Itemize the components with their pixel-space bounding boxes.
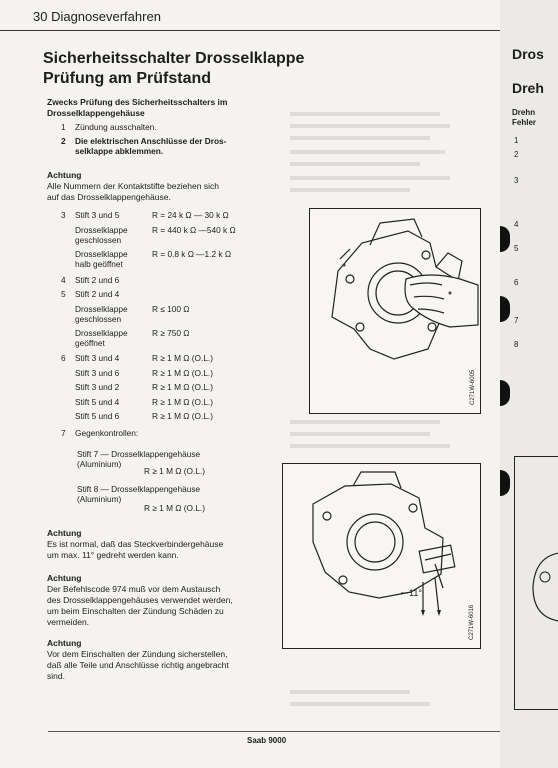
check-text: Stift 8 — Drosselklappengehäuse (Aluminium) bbox=[77, 484, 201, 504]
angle-label: 11° bbox=[409, 588, 422, 598]
binding-hole bbox=[500, 226, 510, 252]
resistance-value: R ≥ 1 M Ω (O.L.) bbox=[152, 353, 214, 363]
binding-hole bbox=[500, 470, 510, 496]
note-heading: Achtung bbox=[47, 573, 82, 583]
page-header: 30 Diagnoseverfahren bbox=[33, 9, 161, 24]
note-4 bbox=[47, 638, 287, 682]
figure-code: C271W-6005 bbox=[470, 369, 476, 405]
throttle-state: Drosselklappe geöffnet bbox=[75, 328, 128, 348]
adjacent-page-edge bbox=[500, 0, 558, 768]
intro-line-2: Drosselklappengehäuse bbox=[47, 108, 145, 118]
bleed-number: 2 bbox=[514, 150, 519, 159]
bleed-number: 3 bbox=[514, 176, 519, 185]
resistance-value: R ≥ 1 M Ω (O.L.) bbox=[152, 368, 214, 378]
throttle-state: Drosselklappe geschlossen bbox=[75, 225, 128, 245]
step-number: 5 bbox=[61, 289, 66, 299]
note-line-1: Der Befehlscode 974 muß vor dem Austausch bbox=[47, 584, 221, 594]
note-line-2: um max. 11° gedreht werden kann. bbox=[47, 550, 179, 560]
bleed-text-1: Drehn bbox=[512, 108, 536, 117]
pin-label: Stift 3 und 6 bbox=[75, 368, 120, 378]
step-number: 2 bbox=[61, 136, 66, 146]
pin-label: Stift 5 und 6 bbox=[75, 411, 120, 421]
resistance-value: R ≥ 1 M Ω (O.L.) bbox=[152, 397, 214, 407]
throttle-state: Drosselklappe geschlossen bbox=[75, 304, 128, 324]
bleed-number: 6 bbox=[514, 278, 519, 287]
resistance-value: R ≥ 1 M Ω (O.L.) bbox=[144, 466, 206, 476]
resistance-value: R = 440 k Ω —540 k Ω bbox=[152, 225, 236, 235]
throttle-state: Drosselklappe halb geöffnet bbox=[75, 249, 128, 269]
note-line-2: auf das Drosselklappengehäuse. bbox=[47, 192, 171, 202]
note-line-1: Vor dem Einschalten der Zündung sicherstellen, bbox=[47, 649, 228, 659]
bleed-number: 7 bbox=[514, 316, 519, 325]
binding-hole bbox=[500, 296, 510, 322]
binding-hole bbox=[500, 380, 510, 406]
figure-code: C271W-6016 bbox=[469, 604, 475, 640]
bleed-figure-frame bbox=[514, 456, 558, 710]
step-number: 4 bbox=[61, 275, 66, 285]
title-line-2: Prüfung am Prüfstand bbox=[43, 70, 212, 87]
step-text-line-1: Die elektrischen Anschlüsse der Dros- bbox=[75, 136, 227, 146]
note-heading: Achtung bbox=[47, 170, 82, 180]
step-number: 1 bbox=[61, 122, 66, 132]
pin-label: Stift 3 und 2 bbox=[75, 382, 120, 392]
bleed-number: 4 bbox=[514, 220, 519, 229]
resistance-value: R = 0.8 k Ω —1.2 k Ω bbox=[152, 249, 232, 259]
resistance-value: R ≥ 1 M Ω (O.L.) bbox=[152, 411, 214, 421]
step-number: 7 bbox=[61, 428, 66, 438]
title-line-1: Sicherheitsschalter Drosselklappe bbox=[43, 50, 305, 67]
resistance-value: R ≤ 100 Ω bbox=[152, 304, 190, 314]
note-heading: Achtung bbox=[47, 528, 82, 538]
resistance-value: R ≥ 1 M Ω (O.L.) bbox=[152, 382, 214, 392]
note-line-2: des Drosselklappengehäuses verwendet werden, bbox=[47, 595, 233, 605]
pin-label: Stift 3 und 5 bbox=[75, 210, 120, 220]
note-line-1: Es ist normal, daß das Steckverbindergehäuse bbox=[47, 539, 224, 549]
step-text: Zündung ausschalten. bbox=[75, 122, 157, 132]
figure-throttle-hand bbox=[309, 208, 481, 414]
resistance-value: R ≥ 1 M Ω (O.L.) bbox=[144, 503, 206, 513]
note-line-2: daß alle Teile und Anschlüsse richtig angebracht bbox=[47, 660, 229, 670]
note-1 bbox=[47, 170, 219, 203]
pin-label: Stift 5 und 4 bbox=[75, 397, 120, 407]
throttle-body-connector-illustration bbox=[283, 464, 480, 648]
figure-connector-angle bbox=[282, 463, 481, 649]
note-line-4: vermeiden. bbox=[47, 617, 90, 627]
note-line-3: um beim Einschalten der Zündung Schäden zu bbox=[47, 606, 224, 616]
note-heading: Achtung bbox=[47, 638, 82, 648]
section-title bbox=[43, 49, 304, 89]
note-line-1: Alle Nummern der Kontaktstifte beziehen sich bbox=[47, 181, 219, 191]
note-3 bbox=[47, 573, 287, 628]
pin-label: Stift 2 und 4 bbox=[75, 289, 120, 299]
bleed-text-2: Fehler bbox=[512, 118, 537, 127]
resistance-value: R = 24 k Ω — 30 k Ω bbox=[152, 210, 229, 220]
pin-label: Stift 2 und 6 bbox=[75, 275, 120, 285]
bleed-figure-illustration bbox=[515, 457, 558, 709]
pin-label: Stift 3 und 4 bbox=[75, 353, 120, 363]
bleed-number: 8 bbox=[514, 340, 519, 349]
bleed-number: 5 bbox=[514, 244, 519, 253]
intro-text bbox=[47, 97, 267, 119]
header-rule bbox=[0, 30, 500, 31]
throttle-body-hand-illustration bbox=[310, 209, 480, 413]
pin-label: Gegenkontrollen: bbox=[75, 428, 139, 438]
step-number: 6 bbox=[61, 353, 66, 363]
step-number: 3 bbox=[61, 210, 66, 220]
intro-line-1: Zwecks Prüfung des Sicherheitsschalters im bbox=[47, 97, 228, 107]
page-footer: Saab 9000 bbox=[247, 736, 287, 745]
check-text: Stift 7 — Drosselklappengehäuse (Aluminium) bbox=[77, 449, 201, 469]
footer-rule bbox=[48, 731, 500, 732]
bleed-heading-1: Dros bbox=[512, 46, 544, 62]
note-line-3: sind. bbox=[47, 671, 65, 681]
resistance-value: R ≥ 750 Ω bbox=[152, 328, 190, 338]
note-2 bbox=[47, 528, 287, 561]
step-text-line-2: selklappe abklemmen. bbox=[75, 146, 164, 156]
bleed-heading-2: Dreh bbox=[512, 80, 544, 96]
bleed-number: 1 bbox=[514, 136, 519, 145]
